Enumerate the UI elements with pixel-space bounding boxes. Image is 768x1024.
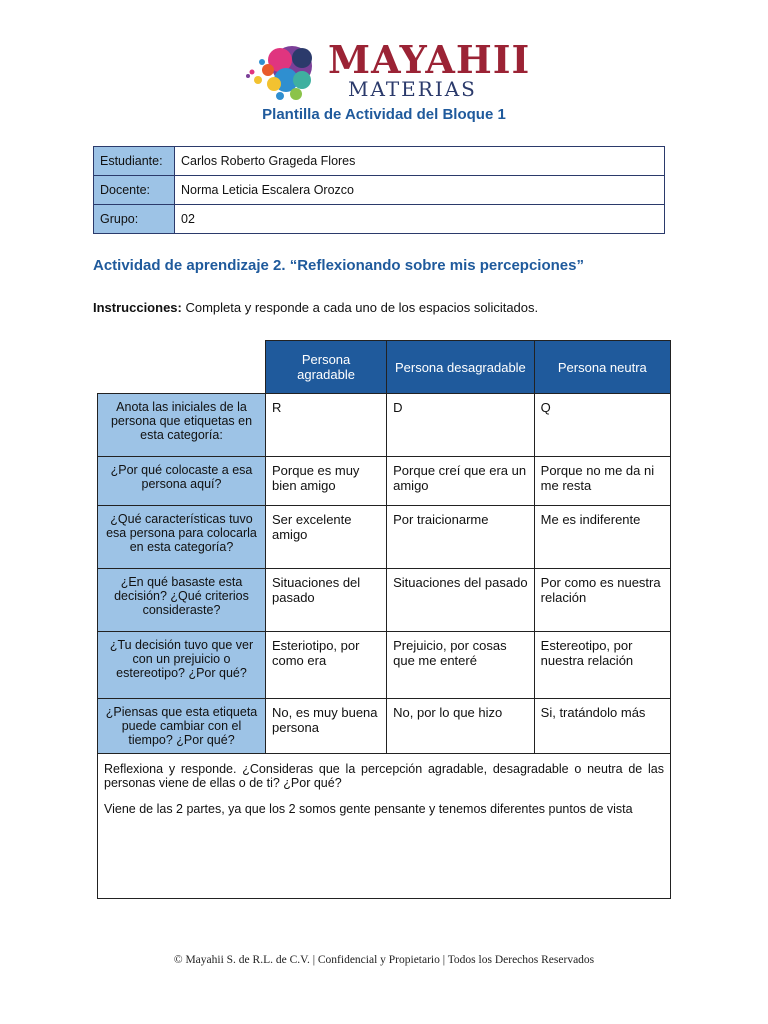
- table-row: [98, 506, 671, 569]
- table-row: [98, 457, 671, 506]
- row-question: ¿Piensas que esta etiqueta puede cambiar con el tiempo? ¿Por qué?: [98, 699, 266, 754]
- info-row-student: [94, 147, 665, 176]
- reflection-prompt: Reflexiona y responde. ¿Consideras que la percepción agradable, desagradable o neutra de las personas viene de ellas o de ti? ¿Por qué?: [104, 762, 664, 790]
- mayahii-logo: [240, 37, 531, 104]
- teacher-value: Norma Leticia Escalera Orozco: [175, 176, 665, 205]
- instructions-text: Completa y responde a cada uno de los espacios solicitados.: [181, 300, 539, 315]
- answer-neutra: Si, tratándolo más: [534, 699, 670, 754]
- row-question: Anota las iniciales de la persona que etiquetas en esta categoría:: [98, 394, 266, 457]
- teacher-label: Docente:: [94, 176, 175, 205]
- table-row: [98, 632, 671, 699]
- reflection-answer: Viene de las 2 partes, ya que los 2 somos gente pensante y tenemos diferentes puntos de vista: [104, 802, 633, 816]
- answer-desagradable: Situaciones del pasado: [387, 569, 535, 632]
- row-question: ¿En qué basaste esta decisión? ¿Qué criterios consideraste?: [98, 569, 266, 632]
- header-agradable: Persona agradable: [266, 341, 387, 394]
- student-label: Estudiante:: [94, 147, 175, 176]
- info-row-group: [94, 205, 665, 234]
- answer-agradable: Esteriotipo, por como era: [266, 632, 387, 699]
- table-row: [98, 699, 671, 754]
- answer-agradable: Ser excelente amigo: [266, 506, 387, 569]
- row-question: ¿Qué características tuvo esa persona para colocarla en esta categoría?: [98, 506, 266, 569]
- group-label: Grupo:: [94, 205, 175, 234]
- answer-desagradable: Por traicionarme: [387, 506, 535, 569]
- answer-neutra: Por como es nuestra relación: [534, 569, 670, 632]
- instructions: [93, 300, 538, 315]
- answer-agradable: R: [266, 394, 387, 457]
- student-info-table: [93, 146, 665, 234]
- answer-agradable: No, es muy buena persona: [266, 699, 387, 754]
- header-row: [98, 341, 671, 394]
- instructions-label: Instrucciones:: [93, 300, 182, 315]
- row-question: ¿Tu decisión tuvo que ver con un prejuicio o estereotipo? ¿Por qué?: [98, 632, 266, 699]
- student-value: Carlos Roberto Grageda Flores: [175, 147, 665, 176]
- table-row: [98, 394, 671, 457]
- reflection-cell: [98, 754, 671, 899]
- info-row-teacher: [94, 176, 665, 205]
- answer-desagradable: Porque creí que era un amigo: [387, 457, 535, 506]
- logo-subtitle: MATERIAS: [348, 77, 477, 101]
- answer-agradable: Situaciones del pasado: [266, 569, 387, 632]
- header-desagradable: Persona desagradable: [387, 341, 535, 394]
- reflection-row: [98, 754, 671, 899]
- logo-head-icon: [240, 40, 330, 104]
- activity-title: Actividad de aprendizaje 2. “Reflexionando sobre mis percepciones”: [93, 257, 584, 274]
- answer-neutra: Estereotipo, por nuestra relación: [534, 632, 670, 699]
- header-neutra: Persona neutra: [534, 341, 670, 394]
- logo-title: MAYAHII: [328, 37, 531, 82]
- answer-neutra: Me es indiferente: [534, 506, 670, 569]
- answer-neutra: Q: [534, 394, 670, 457]
- answer-agradable: Porque es muy bien amigo: [266, 457, 387, 506]
- group-value: 02: [175, 205, 665, 234]
- answer-desagradable: No, por lo que hizo: [387, 699, 535, 754]
- answer-desagradable: D: [387, 394, 535, 457]
- perceptions-table: [97, 340, 671, 899]
- answer-desagradable: Prejuicio, por cosas que me enteré: [387, 632, 535, 699]
- answer-neutra: Porque no me da ni me resta: [534, 457, 670, 506]
- table-row: [98, 569, 671, 632]
- plan-title: Plantilla de Actividad del Bloque 1: [262, 106, 506, 123]
- footer: © Mayahii S. de R.L. de C.V. | Confidencial y Propietario | Todos los Derechos Reservados: [173, 954, 595, 966]
- header-empty-cell: [98, 341, 266, 394]
- row-question: ¿Por qué colocaste a esa persona aquí?: [98, 457, 266, 506]
